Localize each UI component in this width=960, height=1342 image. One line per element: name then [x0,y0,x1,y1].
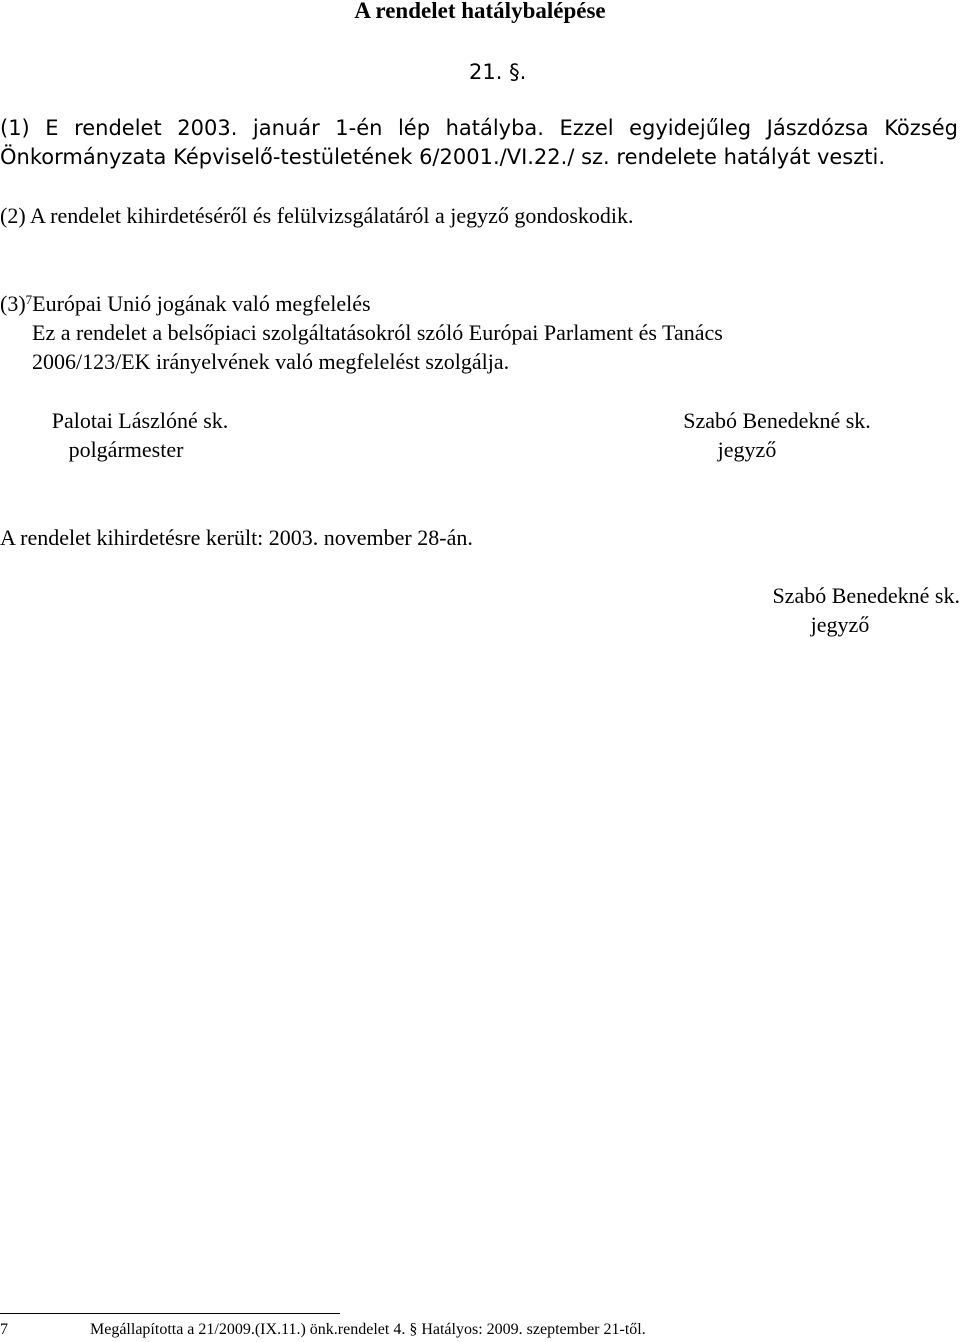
paragraph-1-line-1: (1) E rendelet 2003. január 1-én lép hatályba. Ezzel egyidejűleg Jászdózsa Község [0,116,958,140]
paragraph-3-line-2: 2006/123/EK irányelvének való megfelelést szolgálja. [32,349,510,374]
promulgation-signer-name: Szabó Benedekné sk. [772,583,960,608]
promulgation-text: A rendelet kihirdetésre került: 2003. november 28-án. [0,525,473,550]
footnote-number: 7 [0,1321,8,1338]
footnote-separator [0,1313,340,1314]
paragraph-3-line-1: Ez a rendelet a belsőpiaci szolgáltatásokról szóló Európai Parlament és Tanács [32,320,723,345]
signature-left-name: Palotai Lászlóné sk. [51,408,229,433]
paragraph-3-heading: Európai Unió jogának való megfelelés [32,291,371,316]
promulgation-signer-role: jegyző [810,612,870,637]
paragraph-3-number: (3) [0,291,26,316]
signature-right-name: Szabó Benedekné sk. [683,408,871,433]
paragraph-2: (2) A rendelet kihirdetéséről és felülvizsgálatáról a jegyző gondoskodik. [0,203,634,228]
footnote-text: Megállapította a 21/2009.(IX.11.) önk.rendelet 4. § Hatályos: 2009. szeptember 21-től. [90,1321,646,1338]
footnote-reference: 7 [25,292,33,307]
signature-right-role: jegyző [717,437,777,462]
section-number: 21. §. [469,60,527,84]
paragraph-1-line-2: Önkormányzata Képviselő-testületének 6/2001./VI.22./ sz. rendelete hatályát veszti. [0,145,886,169]
paragraph-3-title [0,290,371,318]
section-heading [0,0,960,25]
signature-left-role: polgármester [68,437,184,462]
heading-title: A rendelet hatálybalépése [354,0,606,23]
